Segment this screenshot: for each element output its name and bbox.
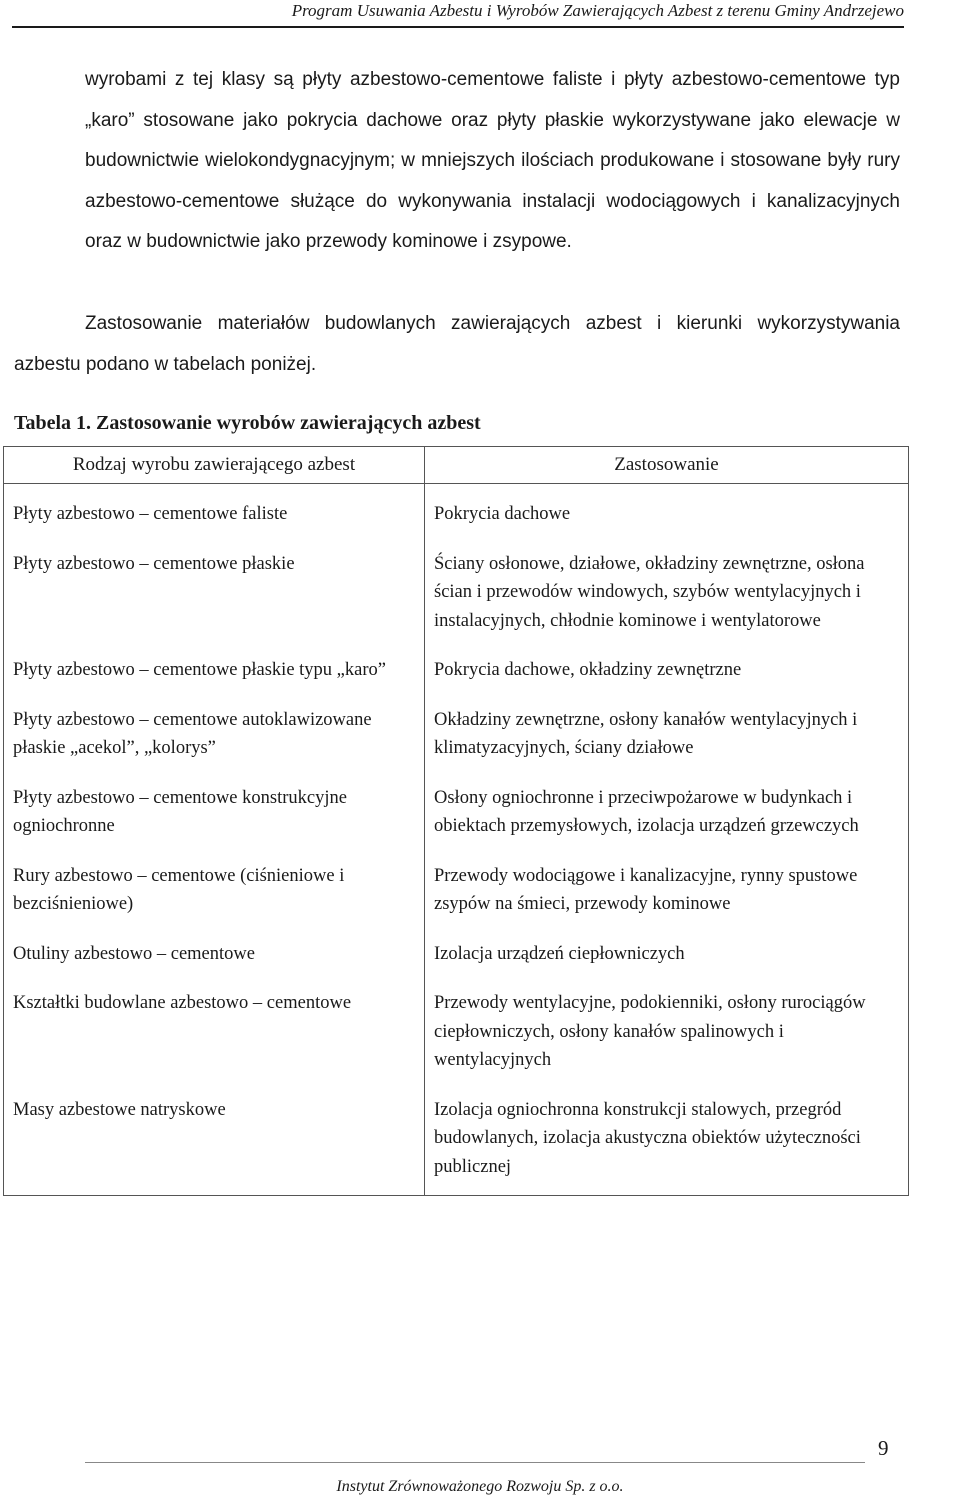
cell-use: Pokrycia dachowe, okładziny zewnętrzne <box>425 649 909 699</box>
page-number: 9 <box>878 1436 889 1460</box>
footer-divider <box>85 1462 865 1463</box>
header-product: Rodzaj wyrobu zawierającego azbest <box>4 447 425 484</box>
cell-product: Masy azbestowe natryskowe <box>4 1089 425 1196</box>
cell-product: Płyty azbestowo – cementowe faliste <box>4 484 425 543</box>
table-row <box>4 699 909 777</box>
cell-product: Rury azbestowo – cementowe (ciśnieniowe i bezciśnieniowe) <box>4 855 425 933</box>
cell-product: Otuliny azbestowo – cementowe <box>4 933 425 983</box>
table-row <box>4 982 909 1089</box>
table-row <box>4 1089 909 1196</box>
table-header-row <box>4 447 909 484</box>
cell-product: Kształtki budowlane azbestowo – cementowe <box>4 982 425 1089</box>
cell-product: Płyty azbestowo – cementowe konstrukcyjne ogniochronne <box>4 777 425 855</box>
cell-use: Osłony ogniochronne i przeciwpożarowe w budynkach i obiektach przemysłowych, izolacja urządzeń grzewczych <box>425 777 909 855</box>
header-use: Zastosowanie <box>425 447 909 484</box>
cell-use: Przewody wentylacyjne, podokienniki, osłony rurociągów ciepłowniczych, osłony kanałów spalinowych i wentylacyjnych <box>425 982 909 1089</box>
cell-product: Płyty azbestowo – cementowe płaskie <box>4 543 425 650</box>
table-row <box>4 649 909 699</box>
cell-use: Izolacja urządzeń ciepłowniczych <box>425 933 909 983</box>
page-footer: Instytut Zrównoważonego Rozwoju Sp. z o.o. <box>336 1478 624 1495</box>
cell-use: Izolacja ogniochronna konstrukcji stalowych, przegród budowlanych, izolacja akustyczna obiektów użyteczności publicznej <box>425 1089 909 1196</box>
table-row <box>4 484 909 543</box>
cell-use: Okładziny zewnętrzne, osłony kanałów wentylacyjnych i klimatyzacyjnych, ściany działowe <box>425 699 909 777</box>
cell-use: Pokrycia dachowe <box>425 484 909 543</box>
table-row <box>4 777 909 855</box>
intro-paragraph-2: Zastosowanie materiałów budowlanych zawierających azbest i kierunki wykorzystywania azbestu podano w tabelach poniżej. <box>14 313 900 375</box>
asbestos-products-table <box>3 446 909 1196</box>
table-row <box>4 855 909 933</box>
cell-use: Przewody wodociągowe i kanalizacyjne, rynny spustowe zsypów na śmieci, przewody kominowe <box>425 855 909 933</box>
cell-product: Płyty azbestowo – cementowe płaskie typu „karo” <box>4 649 425 699</box>
intro-text <box>85 60 900 263</box>
page-header: Program Usuwania Azbestu i Wyrobów Zawierających Azbest z terenu Gminy Andrzejewo <box>12 0 904 28</box>
table-caption: Tabela 1. Zastosowanie wyrobów zawierających azbest <box>14 412 481 434</box>
cell-use: Ściany osłonowe, działowe, okładziny zewnętrzne, osłona ścian i przewodów windowych, szybów wentylacyjnych i instalacyjnych, chłodnie kominowe i wentylatorowe <box>425 543 909 650</box>
cell-product: Płyty azbestowo – cementowe autoklawizowane płaskie „acekol”, „kolorys” <box>4 699 425 777</box>
intro-paragraph-1: wyrobami z tej klasy są płyty azbestowo-cementowe faliste i płyty azbestowo-cementowe typ „karo” stosowane jako pokrycia dachowe oraz płyty płaskie wykorzystywane jako elewacje w budownictwie wielokondygnacyjnym; w mniejszych ilościach produkowane i stosowane były rury azbestowo-cementowe służące do wykonywania instalacji wodociągowych i kanalizacyjnych oraz w budownictwie jako przewody kominowe i zsypowe. <box>85 69 900 252</box>
table-row <box>4 933 909 983</box>
table-row <box>4 543 909 650</box>
